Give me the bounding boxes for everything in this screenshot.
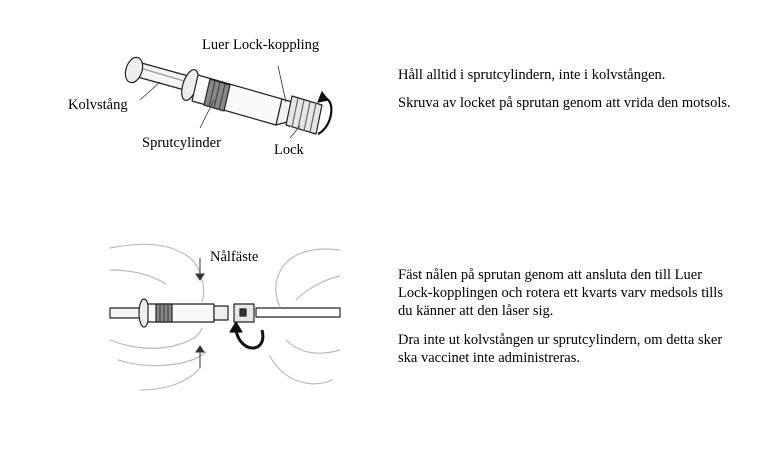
cap-label: Lock xyxy=(274,142,304,158)
step1-instruction-2: Skruva av locket på sprutan genom att vrida den motsols. xyxy=(398,95,731,111)
step2-instruction-2: Dra inte ut kolvstången ur sprutcylindern, om detta sker ska vaccinet inte administreras. xyxy=(398,332,723,366)
luer-lock-label: Luer Lock-koppling xyxy=(202,37,320,53)
needle-attach-illustration xyxy=(110,240,340,400)
syringe-cap-removal-illustration xyxy=(60,30,360,170)
barrel-label: Sprutcylinder xyxy=(142,135,221,151)
step1-instruction-1: Håll alltid i sprutcylindern, inte i kolvstången. xyxy=(398,67,666,83)
plunger-label: Kolvstång xyxy=(68,97,128,113)
step2-instruction-1: Fäst nålen på sprutan genom att ansluta den till Luer Lock-kopplingen och rotera ett kvarts varv medsols tills du känner att den låser sig. xyxy=(398,267,723,319)
needle-hub-label: Nålfäste xyxy=(210,249,259,265)
